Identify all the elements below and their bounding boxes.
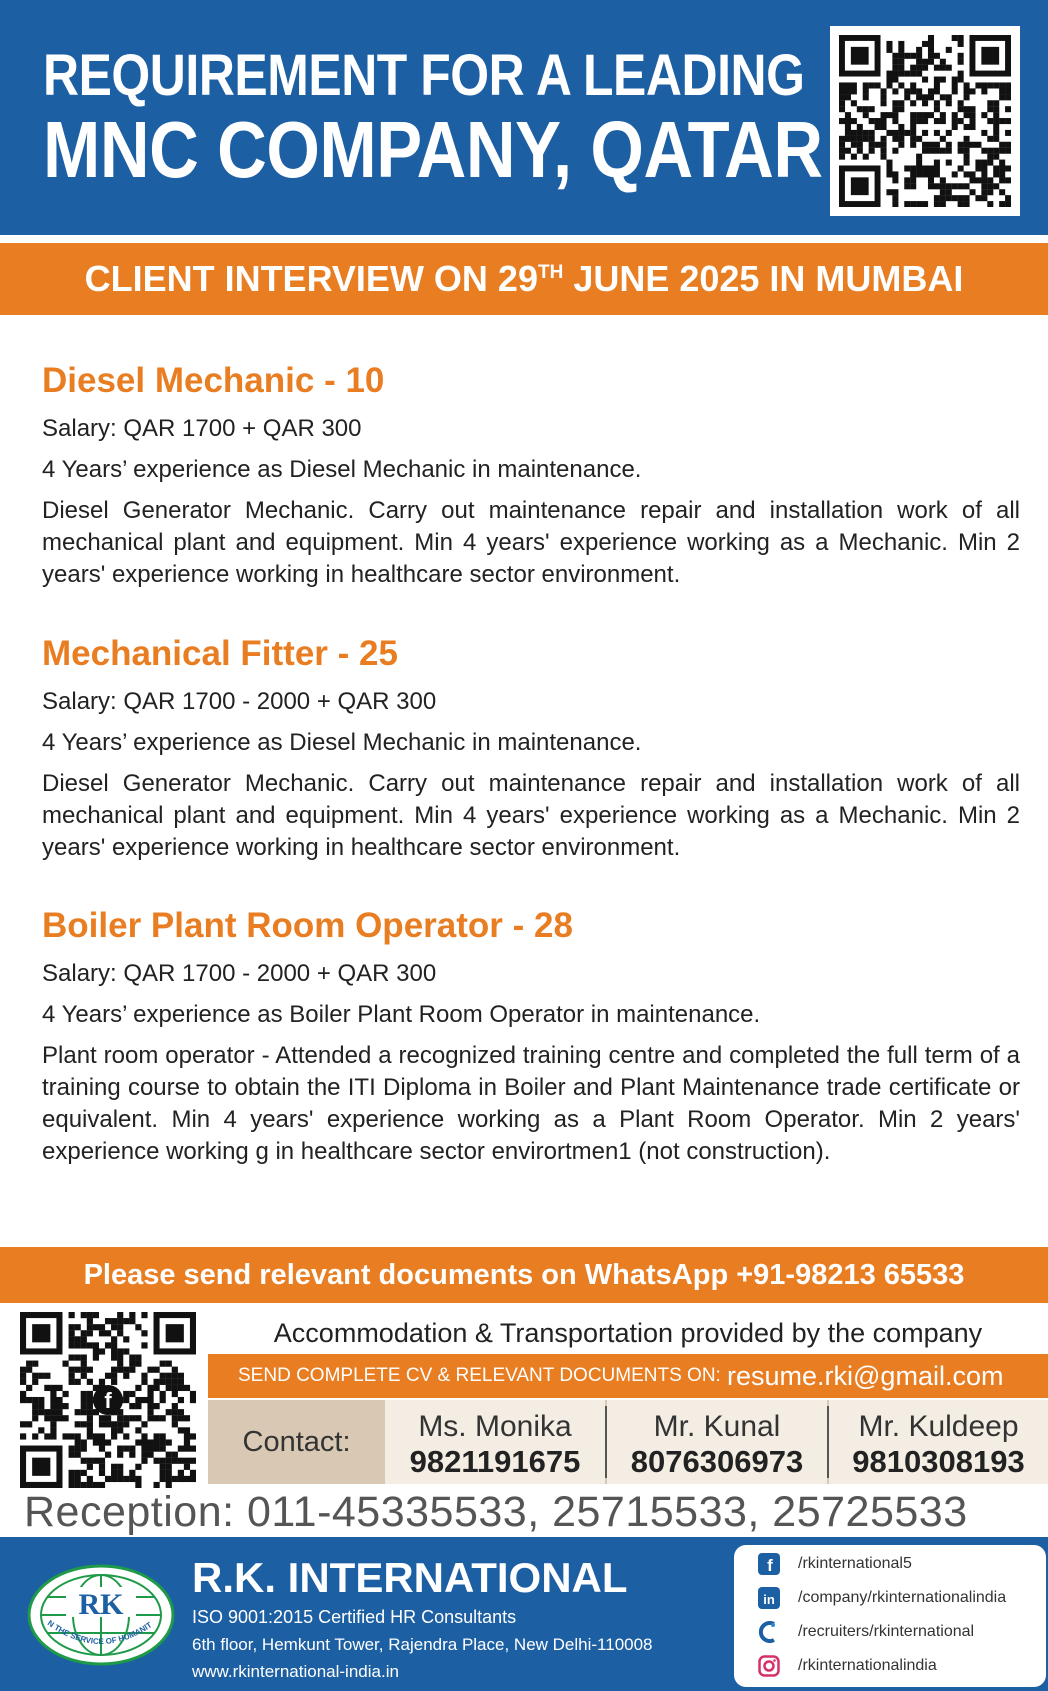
contact-phone[interactable]: 9821191675 bbox=[409, 1444, 581, 1479]
job-description: Plant room operator - Attended a recognized training centre and completed the full term of a training course to obtain the ITI Diploma in Boiler and Plant Maintenance trade certificate or equivalent. Min 4 years' experience working as a Plant Room Operator. Min 2 years' experience working g in healthcare sector envirortmen1 (not construction). bbox=[42, 1042, 1020, 1165]
title-line-2: MNC COMPANY, QATAR bbox=[43, 105, 823, 194]
instagram-icon bbox=[758, 1655, 780, 1677]
facebook-icon bbox=[758, 1553, 780, 1575]
job-experience: 4 Years’ experience as Diesel Mechanic in maintenance. bbox=[42, 456, 642, 483]
accommodation-note: Accommodation & Transportation provided by the company bbox=[273, 1318, 983, 1348]
svg-text:f: f bbox=[767, 1556, 773, 1575]
linkedin-icon bbox=[758, 1587, 780, 1609]
contact-person[interactable] bbox=[829, 1400, 1048, 1484]
email-link[interactable]: resume.rki@gmail.com bbox=[727, 1361, 1004, 1391]
contact-person[interactable] bbox=[607, 1400, 827, 1484]
whatsapp-text[interactable]: Please send relevant documents on WhatsApp +91-98213 65533 bbox=[83, 1259, 965, 1291]
facebook-icon: f bbox=[93, 1385, 123, 1415]
job-listing bbox=[42, 361, 1020, 591]
job-experience: 4 Years’ experience as Boiler Plant Room Operator in maintenance. bbox=[42, 1001, 761, 1028]
reception-numbers[interactable]: Reception: 011-45335533, 25715533, 25725533 bbox=[24, 1488, 968, 1536]
social-links bbox=[734, 1545, 1046, 1687]
header bbox=[0, 0, 1048, 235]
svg-text:in: in bbox=[763, 1592, 775, 1607]
facebook-qr-code-icon[interactable] bbox=[20, 1312, 196, 1488]
contact-bar bbox=[208, 1400, 1048, 1484]
logo-text: RK bbox=[78, 1588, 124, 1621]
naukri-icon bbox=[758, 1621, 780, 1643]
job-listing bbox=[42, 906, 1020, 1168]
job-salary: Salary: QAR 1700 - 2000 + QAR 300 bbox=[42, 688, 437, 715]
job-description: Diesel Generator Mechanic. Carry out maintenance repair and installation work of all mechanical plant and equipment. Min 4 years' experience working as a Mechanic. Min 2 years' experience working in healthcare sector environment. bbox=[42, 770, 1020, 861]
company-logo bbox=[26, 1563, 176, 1667]
job-title: Diesel Mechanic - 10 bbox=[42, 361, 385, 400]
social-handle: /recruiters/rkinternational bbox=[798, 1623, 975, 1640]
company-website[interactable]: www.rkinternational-india.in bbox=[192, 1662, 399, 1681]
job-title: Boiler Plant Room Operator - 28 bbox=[42, 906, 573, 945]
job-title: Mechanical Fitter - 25 bbox=[42, 634, 398, 673]
job-description: Diesel Generator Mechanic. Carry out maintenance repair and installation work of all mechanical plant and equipment. Min 4 years' experience working as a Mechanic. Min 2 years' experience working in healthcare sector environment. bbox=[42, 497, 1020, 588]
contact-name: Mr. Kunal bbox=[653, 1410, 781, 1443]
cv-label: SEND COMPLETE CV & RELEVANT DOCUMENTS ON: bbox=[238, 1365, 721, 1386]
contact-phone[interactable]: 9810308193 bbox=[852, 1444, 1025, 1479]
logo-tagline: N THE SERVICE OF HUMANIT bbox=[45, 1618, 154, 1647]
job-listing bbox=[42, 634, 1020, 864]
contact-person[interactable] bbox=[385, 1400, 605, 1484]
company-address: 6th floor, Hemkunt Tower, Rajendra Place, New Delhi-110008 bbox=[192, 1635, 653, 1654]
contact-name: Ms. Monika bbox=[418, 1410, 572, 1443]
company-cert: ISO 9001:2015 Certified HR Consultants bbox=[192, 1607, 517, 1627]
qr-code-icon[interactable] bbox=[830, 26, 1020, 216]
contact-phone[interactable]: 8076306973 bbox=[630, 1444, 804, 1479]
job-salary: Salary: QAR 1700 - 2000 + QAR 300 bbox=[42, 960, 437, 987]
social-handle: /company/rkinternationalindia bbox=[798, 1589, 1007, 1606]
contact-label: Contact: bbox=[242, 1426, 351, 1458]
interview-banner bbox=[0, 243, 1048, 315]
cv-bar bbox=[208, 1354, 1048, 1398]
company-name: R.K. INTERNATIONAL bbox=[192, 1554, 628, 1601]
social-handle: /rkinternational5 bbox=[798, 1555, 912, 1572]
whatsapp-banner bbox=[0, 1247, 1048, 1303]
job-experience: 4 Years’ experience as Diesel Mechanic in maintenance. bbox=[42, 729, 642, 756]
footer bbox=[0, 1537, 1048, 1691]
social-handle: /rkinternationalindia bbox=[798, 1657, 937, 1674]
interview-text: CLIENT INTERVIEW ON 29TH JUNE 2025 IN MUMBAI bbox=[84, 258, 964, 299]
job-salary: Salary: QAR 1700 + QAR 300 bbox=[42, 415, 362, 442]
contact-name: Mr. Kuldeep bbox=[858, 1410, 1019, 1443]
title-line-1: REQUIREMENT FOR A LEADING bbox=[43, 43, 805, 108]
